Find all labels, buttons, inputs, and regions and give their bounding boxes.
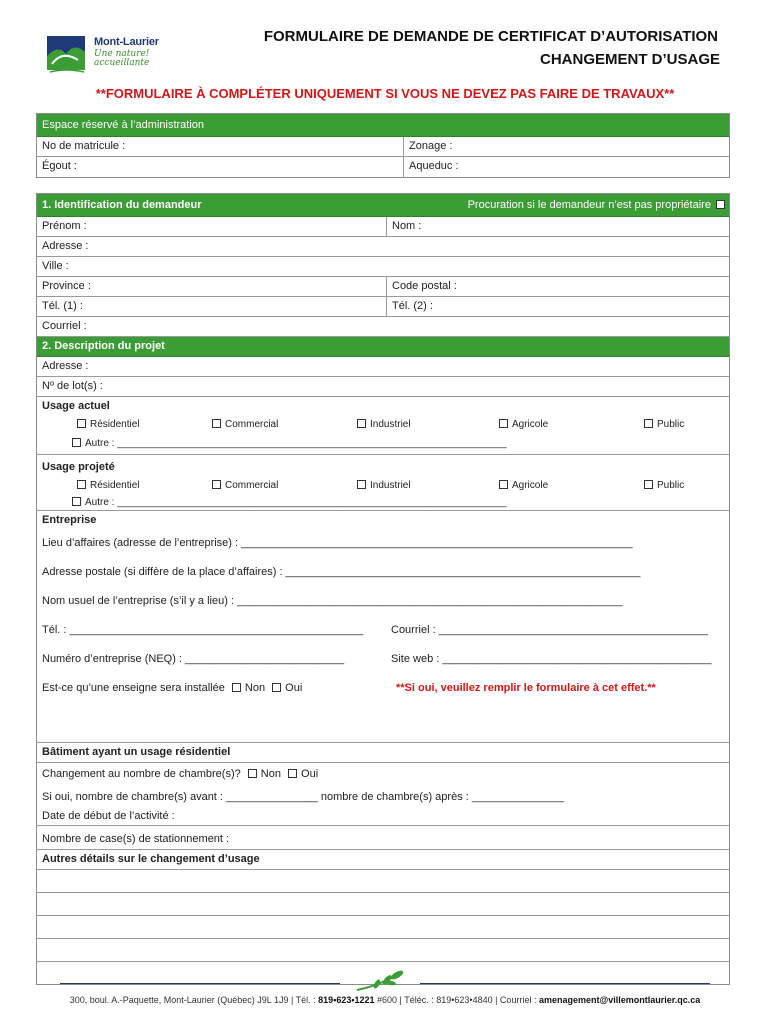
usage-projete-residentiel[interactable]: [72, 477, 139, 495]
enseigne-non-checkbox[interactable]: [232, 683, 241, 692]
option-label: Agricole: [512, 419, 549, 430]
chambres-avant-apres-field[interactable]: Si oui, nombre de chambre(s) avant : _______________ nombre de chambre(s) après : _______________: [42, 791, 564, 803]
aqueduc-field[interactable]: Aqueduc :: [403, 157, 459, 177]
row-prenom-nom: [37, 217, 729, 237]
enseigne-oui-label: Oui: [285, 682, 303, 694]
tel1-field[interactable]: Tél. (1) :: [42, 300, 83, 312]
enseigne-oui-checkbox[interactable]: [272, 683, 281, 692]
usage-actuel-block: [37, 397, 729, 455]
autres-line-3[interactable]: [37, 916, 729, 939]
admin-row-1: [37, 137, 729, 157]
entreprise-courriel-field[interactable]: Courriel : ____________________________________________: [391, 624, 708, 636]
footer-address: 300, boul. A.-Paquette, Mont-Laurier (Québec) J9L 1J9 | Tél. :: [69, 995, 319, 1005]
autres-header-row: [37, 850, 729, 870]
footer-tel-ext: #600 | Téléc. : 819•623•4840 | Courriel :: [374, 995, 539, 1005]
usage-projete-agricole[interactable]: [494, 477, 548, 495]
autres-line-4[interactable]: [37, 939, 729, 962]
row-courriel: [37, 317, 729, 337]
usage-actuel-options: [42, 415, 729, 435]
row-ville: [37, 257, 729, 277]
row-tel: [37, 297, 729, 317]
main-form: [36, 193, 730, 985]
egout-field[interactable]: Égout :: [42, 160, 77, 172]
autre-label: Autre :: [85, 497, 118, 508]
autre-label: Autre :: [85, 438, 118, 449]
stationnement-row: [37, 826, 729, 850]
checkbox[interactable]: [212, 480, 221, 489]
matricule-field[interactable]: No de matricule :: [42, 140, 126, 152]
usage-actuel-label: Usage actuel: [42, 400, 110, 412]
section2-header: [37, 337, 729, 357]
chambres-question: Changement au nombre de chambre(s)?: [42, 768, 241, 780]
courriel-field[interactable]: Courriel :: [42, 320, 87, 332]
projet-adresse-field[interactable]: Adresse :: [42, 360, 89, 372]
code-postal-field[interactable]: Code postal :: [386, 277, 457, 296]
checkbox[interactable]: [644, 480, 653, 489]
option-label: Public: [657, 419, 685, 430]
admin-header: [37, 114, 729, 137]
checkbox[interactable]: [212, 419, 221, 428]
usage-actuel-public[interactable]: [639, 415, 684, 435]
site-web-field[interactable]: Site web : ____________________________________________: [391, 653, 712, 665]
usage-actuel-residentiel[interactable]: [72, 415, 139, 435]
footer-divider-left: [60, 983, 340, 984]
footer-divider-right: [420, 983, 710, 984]
row-adresse: [37, 237, 729, 257]
form-title-line2: CHANGEMENT D’USAGE: [539, 51, 720, 68]
row-lots: [37, 377, 729, 397]
section2-title: 2. Description du projet: [42, 340, 165, 352]
autres-line-1[interactable]: [37, 870, 729, 893]
entreprise-tel-field[interactable]: Tél. : ________________________________________________: [42, 624, 364, 636]
entreprise-block: [37, 511, 729, 743]
entreprise-tel-row: [42, 616, 729, 645]
checkbox[interactable]: [77, 480, 86, 489]
lots-field[interactable]: Nº de lot(s) :: [42, 380, 103, 392]
section1-title: 1. Identification du demandeur: [42, 199, 202, 211]
option-label: Agricole: [512, 480, 549, 491]
logo-name: Mont-Laurier: [94, 36, 159, 48]
enseigne-row: [42, 674, 729, 703]
footer-tel: 819•623•1221: [318, 995, 375, 1005]
nom-field[interactable]: Nom :: [386, 217, 421, 236]
option-label: Industriel: [370, 419, 411, 430]
chambres-oui-checkbox[interactable]: [288, 769, 297, 778]
entreprise-neq-row: [42, 645, 729, 674]
checkbox[interactable]: [499, 480, 508, 489]
stationnement-field[interactable]: Nombre de case(s) de stationnement :: [42, 833, 230, 845]
row-province: [37, 277, 729, 297]
leaf-icon: [353, 968, 413, 994]
procuration-label: Procuration si le demandeur n’est pas propriétaire: [467, 199, 711, 211]
option-label: Commercial: [225, 480, 279, 491]
chambres-oui-label: Oui: [301, 768, 319, 780]
footer-contact: [0, 995, 770, 1005]
adresse-postale-field[interactable]: Adresse postale (si diffère de la place d’affaires) : __________________________________________________________: [42, 566, 641, 578]
usage-actuel-commercial[interactable]: [207, 415, 278, 435]
usage-actuel-autre[interactable]: [42, 435, 729, 453]
footer-email[interactable]: amenagement@villemontlaurier.qc.ca: [538, 995, 701, 1005]
batiment-header-row: [37, 743, 729, 763]
logo-mark-icon: [44, 34, 88, 74]
prenom-field[interactable]: Prénom :: [42, 220, 87, 232]
checkbox[interactable]: [499, 419, 508, 428]
batiment-block: [37, 763, 729, 826]
autre-line[interactable]: ______________________________________________________________________: [117, 497, 507, 508]
chambres-non-checkbox[interactable]: [248, 769, 257, 778]
usage-actuel-agricole[interactable]: [494, 415, 548, 435]
warning-notice: **FORMULAIRE À COMPLÉTER UNIQUEMENT SI VOUS NE DEVEZ PAS FAIRE DE TRAVAUX**: [95, 86, 675, 101]
option-label: Commercial: [225, 419, 279, 430]
city-logo: [44, 30, 164, 76]
admin-section: [36, 113, 730, 178]
enseigne-question: Est-ce qu’une enseigne sera installée: [42, 682, 225, 694]
checkbox[interactable]: [72, 438, 81, 447]
zonage-field[interactable]: Zonage :: [403, 137, 452, 156]
lieu-affaires-field[interactable]: Lieu d’affaires (adresse de l’entreprise) : ________________________________________________________________: [42, 537, 633, 549]
admin-header-label: Espace réservé à l’administration: [42, 119, 205, 131]
ville-field[interactable]: Ville :: [42, 260, 69, 272]
option-label: Public: [657, 480, 685, 491]
chambres-non-label: Non: [260, 768, 281, 780]
neq-field[interactable]: Numéro d’entreprise (NEQ) : __________________________: [42, 653, 345, 665]
tel2-field[interactable]: Tél. (2) :: [386, 297, 433, 316]
checkbox[interactable]: [644, 419, 653, 428]
checkbox[interactable]: [357, 419, 366, 428]
adresse-field[interactable]: Adresse :: [42, 240, 89, 252]
procuration-option[interactable]: [468, 194, 725, 216]
province-field[interactable]: Province :: [42, 280, 91, 292]
usage-projete-public[interactable]: [639, 477, 684, 495]
section1-header: [37, 194, 729, 217]
batiment-title: Bâtiment ayant un usage résidentiel: [42, 746, 231, 758]
autres-title: Autres détails sur le changement d’usage: [42, 853, 260, 865]
usage-actuel-industriel[interactable]: [352, 415, 411, 435]
nom-usuel-field[interactable]: Nom usuel de l’entreprise (s’il y a lieu) : _______________________________________________________________: [42, 595, 623, 607]
usage-projete-commercial[interactable]: [207, 477, 278, 495]
chambres-row: [42, 763, 729, 786]
autres-line-2[interactable]: [37, 893, 729, 916]
admin-row-2: [37, 157, 729, 177]
checkbox[interactable]: [77, 419, 86, 428]
entreprise-title: Entreprise: [42, 514, 97, 526]
enseigne-note: **Si oui, veuillez remplir le formulaire à cet effet.**: [396, 682, 656, 694]
form-title-line1: FORMULAIRE DE DEMANDE DE CERTIFICAT D’AUTORISATION: [263, 28, 718, 45]
checkbox[interactable]: [72, 497, 81, 506]
usage-projete-autre[interactable]: [42, 495, 729, 511]
autre-line[interactable]: ______________________________________________________________________: [117, 438, 507, 449]
usage-projete-industriel[interactable]: [352, 477, 411, 495]
option-label: Résidentiel: [90, 480, 140, 491]
procuration-checkbox[interactable]: [716, 200, 725, 209]
usage-projete-label: Usage projeté: [42, 461, 115, 473]
row-projet-adresse: [37, 357, 729, 377]
date-debut-field[interactable]: Date de début de l’activité :: [42, 810, 175, 822]
checkbox[interactable]: [357, 480, 366, 489]
logo-tagline: Une nature! accueillante: [94, 49, 150, 68]
option-label: Résidentiel: [90, 419, 140, 430]
usage-projete-block: [37, 455, 729, 511]
option-label: Industriel: [370, 480, 411, 491]
enseigne-non-label: Non: [244, 682, 266, 694]
usage-projete-options: [42, 477, 729, 495]
page-header: [0, 0, 770, 110]
